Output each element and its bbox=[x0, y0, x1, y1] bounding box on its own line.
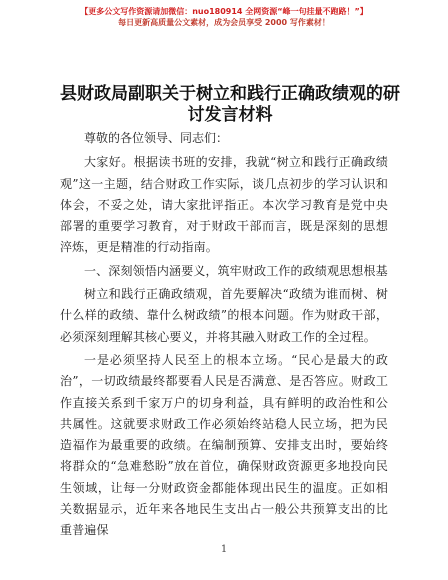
page-number: 1 bbox=[220, 544, 228, 555]
salutation: 尊敬的各位领导、同志们： bbox=[84, 131, 229, 145]
banner-line-1: 【更多公文写作资源请加微信：nuo180914 全网资源“峰一句挂量不跑路！”】 bbox=[80, 7, 368, 16]
paragraph-people-first: 一是必须坚持人民至上的根本立场。“民心是最大的政治”，一切政绩最终都要看人民是否满意、是否答应。财政工作直接关系到千家万户的切身利益，具有鲜明的政治性和公共属性。这就要求财政工作必须始终站稳人民立场，把为民造福作为最重要的政绩。在编制预算、安排支出时，要始终将群众的“急难愁盼”放在首位，确保财政资源更多地投向民生领域，让每一分财政资金都能体现出民生的温度。正如相关数据显示，近年来各地民生支出占一般公共预算支出的比重普遍保 bbox=[60, 352, 388, 538]
section-heading-1: 一、深刻领悟内涵要义，筑牢财政工作的政绩观思想根基 bbox=[84, 263, 388, 278]
document-body bbox=[60, 128, 388, 542]
paragraph-core-meaning: 树立和践行正确政绩观，首先要解决“政绩为谁而树、树什么样的政绩、靠什么树政绩”的根本问题。作为财政干部，必须深刻理解其核心要义，并将其融入财政工作的全过程。 bbox=[60, 287, 388, 344]
promo-banner bbox=[0, 6, 448, 28]
document-title: 县财政局副职关于树立和践行正确政绩观的研讨发言材料 bbox=[60, 84, 400, 125]
paragraph-intro: 大家好。根据读书班的安排，我就“树立和践行正确政绩观”这一主题，结合财政工作实际，谈几点初步的学习认识和体会，不妥之处，请大家批评指正。本次学习教育是党中央部署的重要学习教育，对于财政干部而言，既是深刻的思想淬炼，更是精准的行动指南。 bbox=[60, 155, 388, 255]
banner-line-2: 每日更新高质量公文素材，成为会员享受 2000 写作素材！ bbox=[118, 18, 330, 27]
